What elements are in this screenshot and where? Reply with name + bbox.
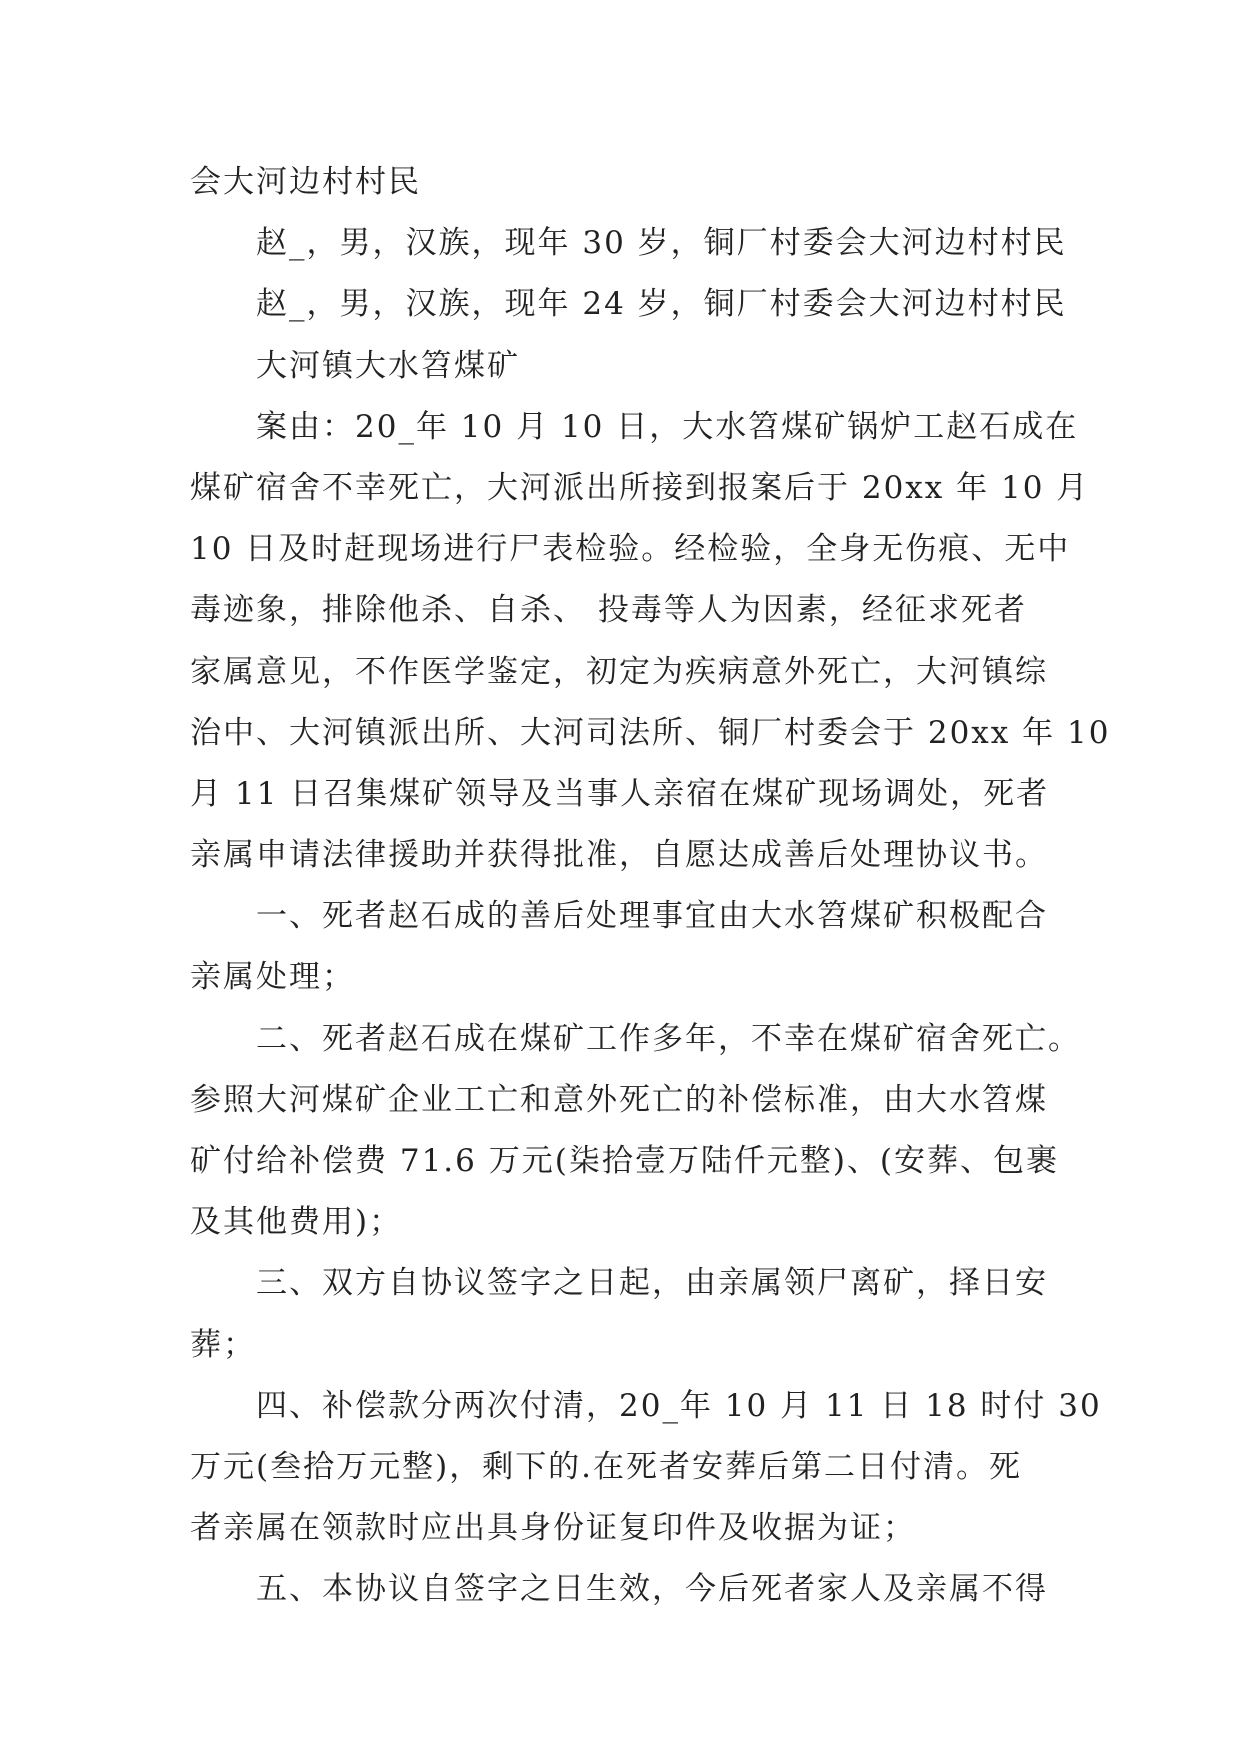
text-line: 会大河边村村民 [190, 164, 421, 200]
text-line: 者亲属在领款时应出具身份证复印件及收据为证； [190, 1510, 916, 1547]
text-line: 及其他费用)； [190, 1204, 403, 1241]
text-line: 万元(叁拾万元整)，剩下的.在死者安葬后第二日付清。死 [190, 1448, 1023, 1485]
text-line: 煤矿宿舍不幸死亡，大河派出所接到报案后于 20xx 年 10 月 [190, 469, 1090, 506]
text-line: 葬； [190, 1326, 256, 1363]
text-line: 三、双方自协议签字之日起，由亲属领尸离矿，择日安 [256, 1265, 1048, 1302]
text-line: 赵_，男，汉族，现年 30 岁，铜厂村委会大河边村村民 [256, 225, 1067, 262]
text-line: 10 日及时赶现场进行尸表检验。经检验，全身无伤痕、无中 [190, 531, 1071, 568]
text-line: 矿付给补偿费 71.6 万元(柒拾壹万陆仟元整)、(安葬、包裹 [190, 1143, 1060, 1179]
text-line: 参照大河煤矿企业工亡和意外死亡的补偿标准，由大水笤煤 [190, 1081, 1048, 1118]
text-line: 亲属申请法律援助并获得批准，自愿达成善后处理协议书。 [190, 837, 1048, 874]
text-line: 亲属处理； [190, 959, 355, 996]
text-line: 四、补偿款分两次付清，20_年 10 月 11 日 18 时付 30 [256, 1387, 1102, 1424]
text-line: 毒迹象，排除他杀、自杀、 投毒等人为因素，经征求死者 [190, 592, 1027, 629]
document-body [190, 160, 1111, 1629]
text-line: 月 11 日召集煤矿领导及当事人亲宿在煤矿现场调处，死者 [190, 775, 1050, 812]
text-line: 案由：20_年 10 月 10 日，大水笤煤矿锅炉工赵石成在 [256, 408, 1079, 445]
text-line: 一、死者赵石成的善后处理事宜由大水笤煤矿积极配合 [256, 898, 1048, 935]
text-line: 二、死者赵石成在煤矿工作多年，不幸在煤矿宿舍死亡。 [256, 1020, 1081, 1057]
text-line: 家属意见，不作医学鉴定，初定为疾病意外死亡，大河镇综 [190, 653, 1048, 690]
text-line: 五、本协议自签字之日生效，今后死者家人及亲属不得 [256, 1571, 1048, 1608]
text-line: 赵_，男，汉族，现年 24 岁，铜厂村委会大河边村村民 [256, 286, 1067, 323]
text-line: 治中、大河镇派出所、大河司法所、铜厂村委会于 20xx 年 10 [190, 714, 1111, 751]
text-line: 大河镇大水笤煤矿 [256, 347, 520, 384]
